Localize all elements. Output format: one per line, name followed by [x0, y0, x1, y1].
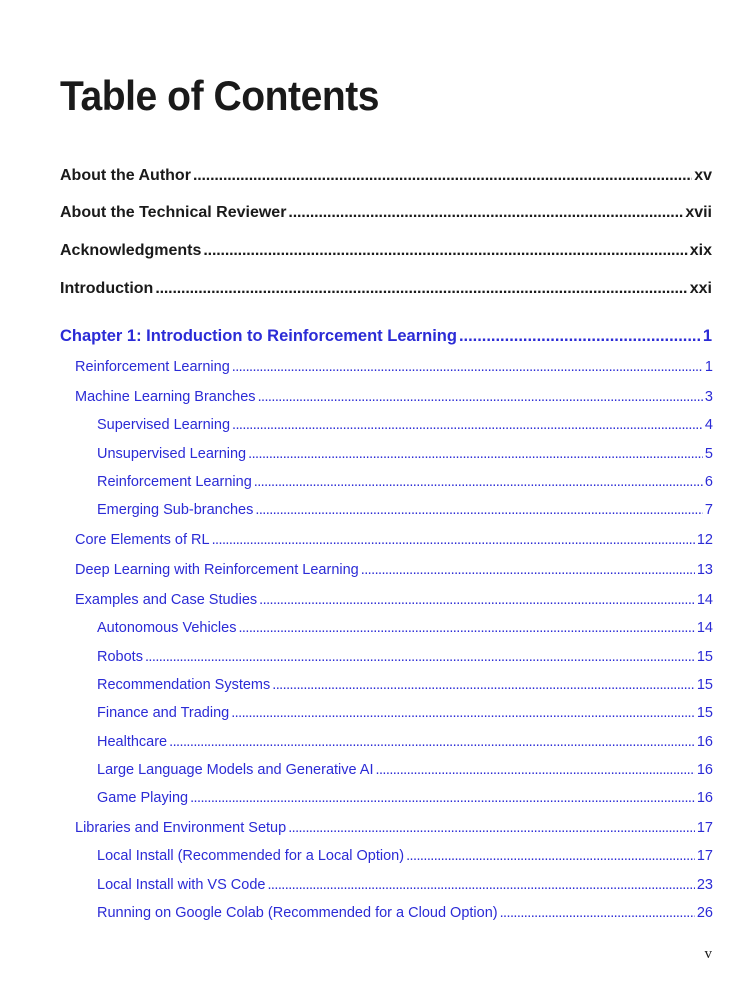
toc-entry-title: Running on Google Colab (Recommended for a Cloud Option) [97, 905, 498, 921]
dot-leader [238, 618, 694, 638]
toc-entry[interactable] [97, 788, 713, 808]
toc-entry[interactable] [75, 387, 713, 407]
dot-leader [258, 387, 703, 407]
toc-entry-title: Machine Learning Branches [75, 389, 256, 405]
dot-leader [190, 788, 695, 808]
toc-entry-title: Core Elements of RL [75, 532, 210, 548]
toc-entry[interactable] [75, 560, 713, 580]
toc-entry-page: 23 [696, 877, 713, 893]
dot-leader [203, 241, 687, 261]
toc-entry[interactable] [75, 818, 713, 838]
toc-entry-page: 16 [696, 734, 713, 750]
toc-chapter-title: Chapter 1: Introduction to Reinforcement Learning [60, 327, 457, 345]
toc-entry-page: 13 [696, 562, 713, 578]
dot-leader [193, 166, 692, 186]
toc-entry-page: 16 [696, 762, 713, 778]
dot-leader [459, 326, 701, 346]
toc-entry-page: 4 [704, 417, 713, 433]
toc-entry-page: 5 [704, 446, 713, 462]
toc-entry[interactable] [97, 472, 713, 492]
toc-entry-title: Introduction [60, 280, 154, 297]
toc-entry-introduction[interactable] [60, 279, 712, 299]
toc-entry-about-author[interactable] [60, 166, 712, 186]
page-number: v [704, 946, 712, 962]
toc-entry-title: About the Technical Reviewer [60, 204, 287, 221]
dot-leader [145, 647, 695, 667]
toc-entry-page: 26 [696, 905, 713, 921]
toc-entry-page: 15 [696, 677, 713, 693]
toc-entry-page: 17 [696, 848, 713, 864]
toc-entry-title: About the Author [60, 167, 191, 184]
dot-leader [212, 530, 695, 550]
dot-leader [232, 357, 703, 377]
dot-leader [169, 732, 695, 752]
dot-leader [406, 846, 695, 866]
toc-entry-page: 12 [696, 532, 713, 548]
toc-entry-title: Recommendation Systems [97, 677, 271, 693]
page-title: Table of Contents [60, 72, 380, 119]
dot-leader [288, 203, 683, 223]
toc-entry-title: Finance and Trading [97, 705, 230, 721]
toc-entry-about-technical-reviewer[interactable] [60, 203, 712, 223]
toc-entry-title: Large Language Models and Generative AI [97, 762, 374, 778]
toc-entry[interactable] [75, 530, 713, 550]
toc-entry[interactable] [75, 357, 713, 377]
toc-entry-page: xxi [689, 280, 712, 297]
toc-entry-page: 14 [696, 620, 713, 636]
toc-entry-title: Healthcare [97, 734, 168, 750]
toc-entry-page: 16 [696, 790, 713, 806]
toc-entry[interactable] [97, 760, 713, 780]
dot-leader [272, 675, 695, 695]
toc-entry-acknowledgments[interactable] [60, 241, 712, 261]
dot-leader [361, 560, 695, 580]
toc-entry-title: Game Playing [97, 790, 189, 806]
toc-entry-title: Reinforcement Learning [97, 474, 252, 490]
toc-entry-page: 6 [704, 474, 713, 490]
toc-entry[interactable] [97, 703, 713, 723]
dot-leader [232, 415, 703, 435]
toc-entry[interactable] [97, 647, 713, 667]
toc-entry[interactable] [97, 846, 713, 866]
toc-entry-title: Examples and Case Studies [75, 592, 258, 608]
toc-entry-title: Local Install with VS Code [97, 877, 266, 893]
dot-leader [376, 760, 695, 780]
toc-entry[interactable] [97, 444, 713, 464]
toc-entry-title: Acknowledgments [60, 242, 202, 259]
toc-entry[interactable] [97, 875, 713, 895]
toc-entry-title: Emerging Sub-branches [97, 502, 254, 518]
dot-leader [255, 500, 703, 520]
toc-entry-title: Deep Learning with Reinforcement Learning [75, 562, 359, 578]
dot-leader [288, 818, 695, 838]
dot-leader [155, 279, 687, 299]
toc-entry-title: Robots [97, 649, 143, 665]
dot-leader [248, 444, 703, 464]
toc-entry[interactable] [97, 415, 713, 435]
toc-entry-page: 3 [704, 389, 713, 405]
toc-chapter-1[interactable] [60, 326, 712, 346]
toc-entry-title: Reinforcement Learning [75, 359, 230, 375]
toc-entry-page: 1 [704, 359, 713, 375]
toc-entry-page: 7 [704, 502, 713, 518]
toc-entry-page: 15 [696, 705, 713, 721]
toc-entry-page: xix [689, 242, 712, 259]
toc-entry[interactable] [97, 903, 713, 923]
toc-entry-page: xvii [685, 204, 712, 221]
toc-entry-page: 14 [696, 592, 713, 608]
dot-leader [500, 903, 695, 923]
toc-entry-page: 17 [696, 820, 713, 836]
dot-leader [254, 472, 703, 492]
dot-leader [231, 703, 695, 723]
toc-entry[interactable] [97, 500, 713, 520]
toc-entry[interactable] [97, 732, 713, 752]
toc-entry-page: xv [694, 167, 712, 184]
toc-entry[interactable] [75, 590, 713, 610]
toc-entry[interactable] [97, 675, 713, 695]
toc-entry[interactable] [97, 618, 713, 638]
toc-entry-title: Local Install (Recommended for a Local Option) [97, 848, 405, 864]
toc-entry-title: Libraries and Environment Setup [75, 820, 287, 836]
toc-entry-title: Autonomous Vehicles [97, 620, 237, 636]
toc-entry-title: Unsupervised Learning [97, 446, 247, 462]
toc-chapter-page: 1 [702, 327, 712, 345]
dot-leader [259, 590, 695, 610]
toc-entry-title: Supervised Learning [97, 417, 231, 433]
toc-entry-page: 15 [696, 649, 713, 665]
dot-leader [267, 875, 694, 895]
